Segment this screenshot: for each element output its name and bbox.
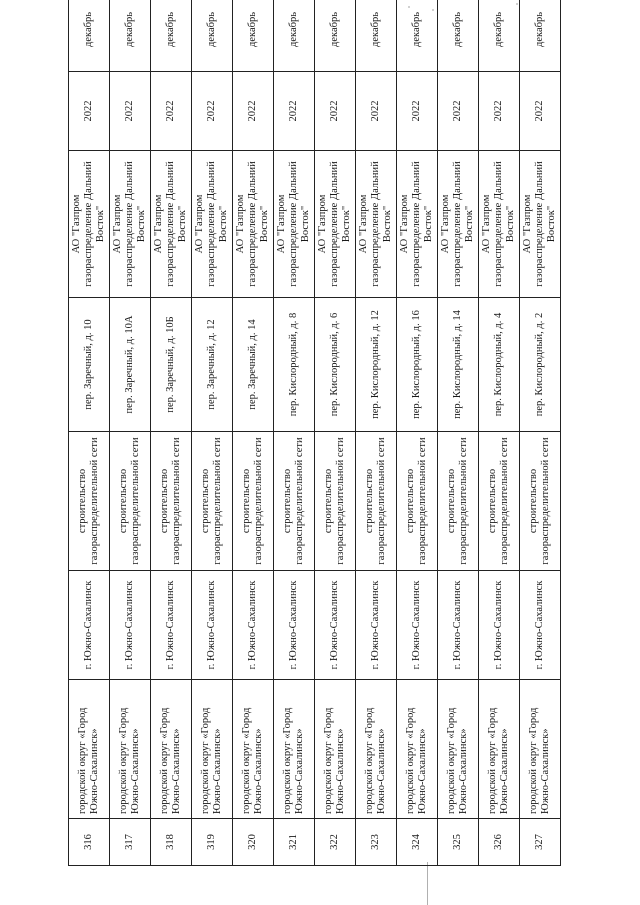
organization-cell: АО "Газпром газораспределение Дальний Восток" — [438, 151, 479, 298]
settlement-cell: г. Южно-Сахалинск — [274, 571, 315, 680]
settlement-cell: г. Южно-Сахалинск — [192, 571, 233, 680]
row-number: 322 — [315, 819, 356, 866]
organization-cell: АО "Газпром газораспределение Дальний Восток" — [520, 151, 561, 298]
organization-cell: АО "Газпром газораспределение Дальний Восток" — [192, 151, 233, 298]
address-cell: пер. Кислородный, д. 2 — [520, 298, 561, 432]
year-cell: 2022 — [274, 72, 315, 151]
address-cell: пер. Кислородный, д. 12 — [356, 298, 397, 432]
work-type-cell: строительство газораспределительной сети — [69, 432, 110, 571]
month-cell: декабрь — [192, 0, 233, 72]
table-row — [315, 0, 356, 866]
row-number: 327 — [520, 819, 561, 866]
month-cell: декабрь — [315, 0, 356, 72]
organization-cell: АО "Газпром газораспределение Дальний Восток" — [397, 151, 438, 298]
work-type-cell: строительство газораспределительной сети — [110, 432, 151, 571]
table-row — [438, 0, 479, 866]
month-cell: декабрь — [356, 0, 397, 72]
work-type-cell: строительство газораспределительной сети — [233, 432, 274, 571]
settlement-cell: г. Южно-Сахалинск — [315, 571, 356, 680]
work-type-cell: строительство газораспределительной сети — [520, 432, 561, 571]
year-cell: 2022 — [520, 72, 561, 151]
district-cell: городской округ «Город Южно-Сахалинск» — [110, 680, 151, 819]
row-number: 323 — [356, 819, 397, 866]
year-cell: 2022 — [69, 72, 110, 151]
month-cell: декабрь — [233, 0, 274, 72]
table-row — [356, 0, 397, 866]
settlement-cell: г. Южно-Сахалинск — [69, 571, 110, 680]
settlement-cell: г. Южно-Сахалинск — [151, 571, 192, 680]
address-cell: пер. Заречный, д. 12 — [192, 298, 233, 432]
year-cell: 2022 — [479, 72, 520, 151]
district-cell: городской округ «Город Южно-Сахалинск» — [356, 680, 397, 819]
address-cell: пер. Заречный, д. 14 — [233, 298, 274, 432]
settlement-cell: г. Южно-Сахалинск — [233, 571, 274, 680]
year-cell: 2022 — [315, 72, 356, 151]
district-cell: городской округ «Город Южно-Сахалинск» — [520, 680, 561, 819]
organization-cell: АО "Газпром газораспределение Дальний Восток" — [151, 151, 192, 298]
organization-cell: АО "Газпром газораспределение Дальний Восток" — [356, 151, 397, 298]
settlement-cell: г. Южно-Сахалинск — [356, 571, 397, 680]
settlement-cell: г. Южно-Сахалинск — [479, 571, 520, 680]
year-cell: 2022 — [151, 72, 192, 151]
margin-line — [427, 862, 428, 905]
table-row — [479, 0, 520, 866]
table-row — [274, 0, 315, 866]
row-number: 320 — [233, 819, 274, 866]
year-cell: 2022 — [356, 72, 397, 151]
work-type-cell: строительство газораспределительной сети — [274, 432, 315, 571]
address-cell: пер. Кислородный, д. 4 — [479, 298, 520, 432]
address-cell: пер. Кислородный, д. 14 — [438, 298, 479, 432]
work-type-cell: строительство газораспределительной сети — [151, 432, 192, 571]
table-body — [69, 0, 561, 866]
year-cell: 2022 — [233, 72, 274, 151]
settlement-cell: г. Южно-Сахалинск — [520, 571, 561, 680]
month-cell: декабрь — [151, 0, 192, 72]
organization-cell: АО "Газпром газораспределение Дальний Восток" — [315, 151, 356, 298]
year-cell: 2022 — [438, 72, 479, 151]
table-row — [397, 0, 438, 866]
month-cell: декабрь — [69, 0, 110, 72]
work-type-cell: строительство газораспределительной сети — [438, 432, 479, 571]
work-type-cell: строительство газораспределительной сети — [479, 432, 520, 571]
table-row — [233, 0, 274, 866]
district-cell: городской округ «Город Южно-Сахалинск» — [192, 680, 233, 819]
district-cell: городской округ «Город Южно-Сахалинск» — [233, 680, 274, 819]
row-number: 318 — [151, 819, 192, 866]
table-row — [110, 0, 151, 866]
work-type-cell: строительство газораспределительной сети — [192, 432, 233, 571]
organization-cell: АО "Газпром газораспределение Дальний Восток" — [69, 151, 110, 298]
address-cell: пер. Кислородный, д. 16 — [397, 298, 438, 432]
work-type-cell: строительство газораспределительной сети — [315, 432, 356, 571]
row-number: 319 — [192, 819, 233, 866]
address-cell: пер. Заречный, д. 10А — [110, 298, 151, 432]
year-cell: 2022 — [110, 72, 151, 151]
rotated-table-container — [68, 12, 557, 866]
table-row — [69, 0, 110, 866]
row-number: 326 — [479, 819, 520, 866]
work-type-cell: строительство газораспределительной сети — [356, 432, 397, 571]
row-number: 321 — [274, 819, 315, 866]
organization-cell: АО "Газпром газораспределение Дальний Восток" — [274, 151, 315, 298]
organization-cell: АО "Газпром газораспределение Дальний Восток" — [110, 151, 151, 298]
address-cell: пер. Заречный, д. 10 — [69, 298, 110, 432]
row-number: 324 — [397, 819, 438, 866]
month-cell: декабрь — [110, 0, 151, 72]
district-cell: городской округ «Город Южно-Сахалинск» — [151, 680, 192, 819]
district-cell: городской округ «Город Южно-Сахалинск» — [438, 680, 479, 819]
district-cell: городской округ «Город Южно-Сахалинск» — [479, 680, 520, 819]
table-row — [151, 0, 192, 866]
address-cell: пер. Заречный, д. 10Б — [151, 298, 192, 432]
year-cell: 2022 — [192, 72, 233, 151]
month-cell: декабрь — [397, 0, 438, 72]
district-cell: городской округ «Город Южно-Сахалинск» — [315, 680, 356, 819]
row-number: 316 — [69, 819, 110, 866]
organization-cell: АО "Газпром газораспределение Дальний Восток" — [233, 151, 274, 298]
gas-network-table — [68, 0, 561, 866]
work-type-cell: строительство газораспределительной сети — [397, 432, 438, 571]
district-cell: городской округ «Город Южно-Сахалинск» — [397, 680, 438, 819]
month-cell: декабрь — [438, 0, 479, 72]
district-cell: городской округ «Город Южно-Сахалинск» — [69, 680, 110, 819]
district-cell: городской округ «Город Южно-Сахалинск» — [274, 680, 315, 819]
table-row — [520, 0, 561, 866]
address-cell: пер. Кислородный, д. 8 — [274, 298, 315, 432]
table-row — [192, 0, 233, 866]
address-cell: пер. Кислородный, д. 6 — [315, 298, 356, 432]
year-cell: 2022 — [397, 72, 438, 151]
month-cell: декабрь — [520, 0, 561, 72]
row-number: 325 — [438, 819, 479, 866]
settlement-cell: г. Южно-Сахалинск — [438, 571, 479, 680]
settlement-cell: г. Южно-Сахалинск — [110, 571, 151, 680]
month-cell: декабрь — [479, 0, 520, 72]
settlement-cell: г. Южно-Сахалинск — [397, 571, 438, 680]
row-number: 317 — [110, 819, 151, 866]
month-cell: декабрь — [274, 0, 315, 72]
organization-cell: АО "Газпром газораспределение Дальний Восток" — [479, 151, 520, 298]
